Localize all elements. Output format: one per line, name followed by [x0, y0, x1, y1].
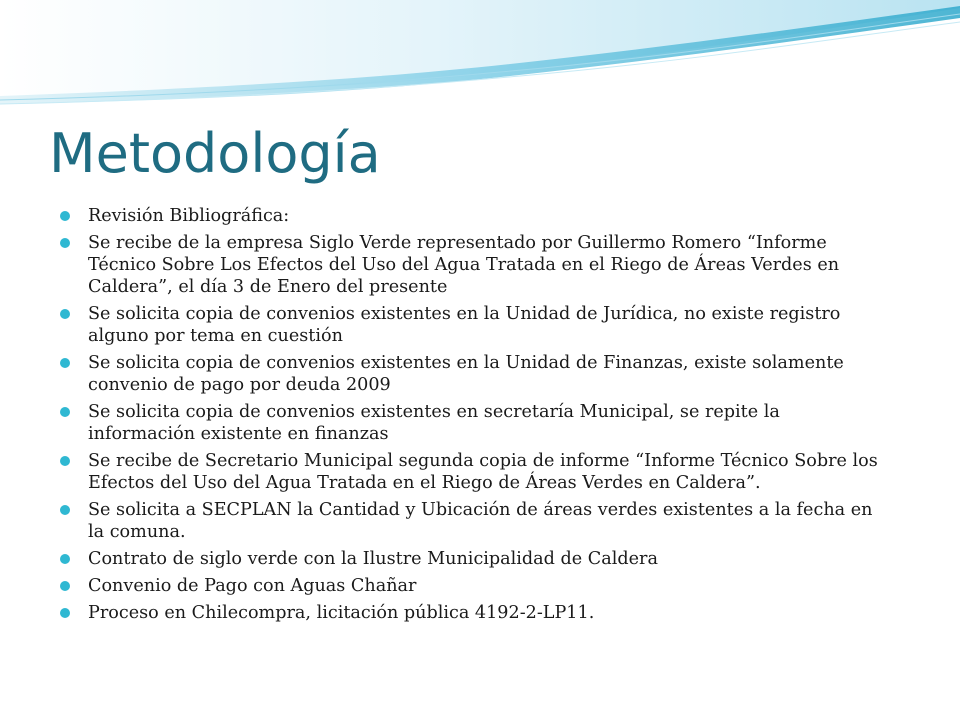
bullet-text: Se solicita copia de convenios existentes en secretaría Municipal, se repite la información existente en finanzas [88, 402, 780, 444]
list-item [88, 352, 878, 396]
bullet-text: Se solicita copia de convenios existentes en la Unidad de Finanzas, existe solamente convenio de pago por deuda 2009 [88, 353, 844, 395]
bullet-text: Se recibe de Secretario Municipal segunda copia de informe “Informe Técnico Sobre los Efectos del Uso del Agua Tratada en el Riego de Áreas Verdes en Caldera”. [88, 451, 878, 493]
bullet-text: Se recibe de la empresa Siglo Verde representado por Guillermo Romero “Informe Técnico Sobre Los Efectos del Uso del Agua Tratada en el Riego de Áreas Verdes en Caldera”, el día 3 de Enero del presente [88, 233, 840, 297]
bullet-dot-icon [60, 554, 70, 564]
list-item [88, 548, 878, 570]
bullet-text: Contrato de siglo verde con la Ilustre Municipalidad de Caldera [88, 549, 658, 569]
bullet-dot-icon [60, 407, 70, 417]
bullet-dot-icon [60, 238, 70, 248]
list-item [88, 401, 878, 445]
bullet-dot-icon [60, 309, 70, 319]
list-item [88, 499, 878, 543]
list-item [88, 303, 878, 347]
bullet-text: Convenio de Pago con Aguas Chañar [88, 576, 417, 596]
bullet-dot-icon [60, 608, 70, 618]
list-item [88, 205, 878, 227]
bullet-text: Se solicita a SECPLAN la Cantidad y Ubicación de áreas verdes existentes a la fecha en la comuna. [88, 500, 873, 542]
bullet-dot-icon [60, 358, 70, 368]
list-item [88, 602, 878, 624]
bullet-text: Se solicita copia de convenios existentes en la Unidad de Jurídica, no existe registro alguno por tema en cuestión [88, 304, 841, 346]
bullet-dot-icon [60, 581, 70, 591]
bullet-list [88, 205, 878, 629]
bullet-text: Proceso en Chilecompra, licitación pública 4192-2-LP11. [88, 603, 595, 623]
list-item [88, 575, 878, 597]
bullet-dot-icon [60, 505, 70, 515]
bullet-dot-icon [60, 456, 70, 466]
bullet-dot-icon [60, 211, 70, 221]
bullet-text: Revisión Bibliográfica: [88, 206, 290, 226]
list-item [88, 232, 878, 298]
header-wave-decoration [0, 0, 960, 110]
slide-title: Metodología [49, 122, 381, 185]
list-item [88, 450, 878, 494]
